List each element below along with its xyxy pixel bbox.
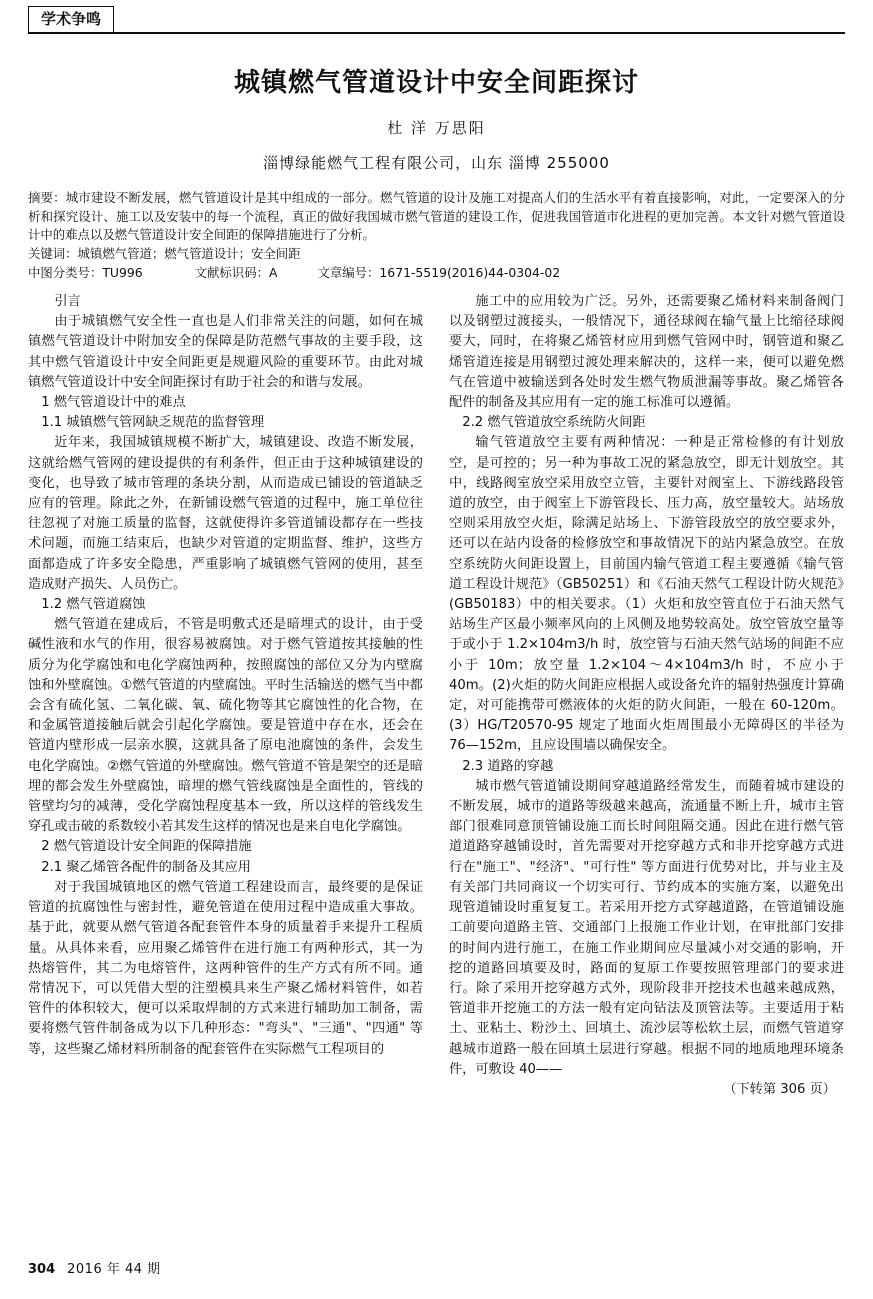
page-footer	[28, 1258, 161, 1277]
clc-label: 中图分类号：	[28, 265, 103, 280]
right-section-heading-level2: 2.3 道路的穿越	[462, 758, 554, 774]
keywords: 关键词：城镇燃气管道；燃气管道设计；安全间距	[28, 245, 301, 261]
classification-line	[28, 263, 845, 282]
right-column	[449, 292, 844, 1100]
left-section-heading-level2: 2.1 聚乙烯管各配件的制备及其应用	[41, 859, 251, 875]
right-paragraph: 施工中的应用较为广泛。另外，还需要聚乙烯材料来制备阀门以及钢塑过渡接头，一般情况下，通径球阀在输气量上比缩径球阀要大，同时，在将聚乙烯管材应用到燃气管网中时，钢管道和聚乙烯管道连接是用钢塑过渡处理来解决的，这样一来，便可以避免燃气在管道中被输送到各处时发生燃气物质泄漏等事故。聚乙烯管各配件的制备及其应用有一定的施工标准可以遵循。	[449, 294, 844, 411]
abstract-text: 摘要：城市建设不断发展，燃气管道设计是其中组成的一部分。燃气管道的设计及施工对提高人们的生活水平有着直接影响，对此，一定要深入的分析和探究设计、施工以及安装中的每一个流程，真正的做好我国城市燃气管道的建设工作，促进我国管道市化进程的更加完善。本文针对燃气管道设计中的难点以及燃气管道设计安全间距的保障措施进行了分析。	[28, 190, 845, 242]
article-id-value: 1671-5519(2016)44-0304-02	[379, 265, 561, 280]
footer-page-number: 304	[28, 1262, 56, 1277]
article-id-label: 文章编号：	[317, 265, 380, 280]
left-column	[28, 292, 423, 1100]
left-paragraph: 近年来，我国城镇规模不断扩大，城镇建设、改造不断发展，这就给燃气管网的建设提供的有利条件，但正由于这种城镇建设的变化，也导致了城市管理的条块分割，从而造成已铺设的管道缺乏应有的管理。除此之外，在新铺设燃气管道的过程中，施工单位往往忽视了对施工质量的监督，这就使得许多管道铺设都存在一些技术问题，而施工结束后，也缺少对管道的定期监督、维护，这些方面都造成了许多安全隐患，严重影响了城镇燃气管网的使用，甚至造成财产损失、人员伤亡。	[28, 435, 423, 592]
left-section-heading-level2: 1.2 燃气管道腐蚀	[41, 597, 146, 613]
left-paragraph: 对于我国城镇地区的燃气管道工程建设而言，最终要的是保证管道的抗腐蚀性与密封性，避免管道在使用过程中造成重大事故。基于此，就要从燃气管道各配套管件本身的质量着手来提升工程质量。从具体来看，应用聚乙烯管件在进行施工有两种形式，其一为热熔管件，其二为电熔管件，这两种管件的生产方式有所不同。通常情况下，可以凭借大型的注塑模具来生产聚乙烯材料管件，如若管件的体积较大，便可以采取焊制的方式来进行辅助加工制备，需要将燃气管件制备成为以下几种形态："弯头"、"三通"、"四通" 等等，这些聚乙烯材料所制备的配套管件在实际燃气工程项目的	[28, 879, 423, 1057]
running-head-label: 学术争鸣	[28, 6, 114, 32]
clc-value: TU996	[102, 265, 143, 280]
running-head	[28, 6, 845, 34]
footer-issue: 2016 年 44 期	[67, 1262, 161, 1277]
author-list: 杜 洋 万思阳	[387, 119, 486, 137]
affiliation: 淄博绿能燃气工程有限公司，山东 淄博 255000	[263, 154, 610, 172]
doc-code-label: 文献标识码：	[194, 265, 269, 280]
left-section-heading-level1: 2 燃气管道设计安全间距的保障措施	[41, 839, 252, 855]
left-paragraph: 由于城镇燃气安全性一直也是人们非常关注的问题，如何在城镇燃气管道设计中附加安全的保障是防范燃气事故的主要手段，这其中燃气管道设计中安全间距更是规避风险的重要环节。由此对城镇燃气管道设计中安全间距探讨有助于社会的和谐与发展。	[28, 314, 423, 390]
left-section-heading-level1: 1 燃气管道设计中的难点	[41, 395, 186, 411]
abstract-block	[28, 189, 845, 282]
left-section-heading: 引言	[54, 294, 81, 309]
right-section-heading-level2: 2.2 燃气管道放空系统防火间距	[462, 415, 646, 431]
article-page	[0, 6, 873, 1299]
right-paragraph: 输气管道放空主要有两种情况：一种是正常检修的有计划放空，是可控的；另一种为事故工况的紧急放空，即无计划放空。其中，线路阀室放空采用放空立管，主要针对阀室上、下游线路段管道的放空，由于阀室上下游管段长、压力高，放空量较大。站场放空则采用放空火炬，除满足站场上、下游管段放空的放空要求外，还可以在站内设备的检修放空和事故情况下的站内紧急放空。在放空系统防火间距设置上，目前国内输气管道工程主要遵循《输气管道工程设计规范》（GB50251）和《石油天然气工程设计防火规范》(GB50183）中的相关要求。（1）火炬和放空管直位于石油天然气站场生产区最小频率风向的上风侧及地势较高处。放空管放空量等于或小于 1.2×104m3/h 时，放空管与石油天然气站场的间距不应小于 10m；放空量 1.2×104～4×104m3/h 时，不应小于 40m。(2)火炬的防火间距应根据人或设备允许的辐射热强度计算确定，对可能携带可燃液体的火炬的防火间距，一般在 60-120m。(3）HG/T20570-95 规定了地面火炬周围最小无障碍区的半径为 76—152m，且应设围墙以确保安全。	[449, 435, 844, 754]
left-section-heading-level2: 1.1 城镇燃气管网缺乏规范的监督管理	[41, 415, 265, 431]
body-columns	[28, 292, 845, 1100]
right-paragraph: 城市燃气管道铺设期间穿越道路经常发生，而随着城市建设的不断发展，城市的道路等级越来越高，流通量不断上升，城市主管部门很难同意顶管铺设施工而长时间阻隔交通。因此在进行燃气管道道路穿越铺设时，首先需要对开挖穿越方式和非开挖穿越方式进行在"施工"、"经济"、"可行性" 等方面进行优势对比，并与业主及有关部门共同商议一个切实可行、节约成本的实施方案，以避免出现管道铺设时重复复工。若采用开挖方式穿越道路，在管道铺设施工前要向道路主管、交通部门上报施工作业计划，在审批部门安排的时间内进行施工，在施工作业期间应尽量减小对交通的影响，开挖的道路回填要及时，路面的复原工作要按照管理部门的要求进行。除了采用开挖穿越方式外，现阶段非开挖技术也越来越成熟，管道非开挖施工的方法一般有定向钻法及顶管法等。主要适用于粘土、亚粘土、粉沙土、回填土、流沙层等松软土层，而燃气管道穿越城市道路一般在回填土层进行穿越。根据不同的地质地理环境条件，可敷设 40——	[449, 778, 844, 1077]
doc-code-value: A	[268, 265, 278, 280]
left-paragraph: 燃气管道在建成后，不管是明敷式还是暗埋式的设计，由于受碱性液和水气的作用，很容易被腐蚀。对于燃气管道按其接触的性质分为化学腐蚀和电化学腐蚀两种，按照腐蚀的部位又分为内壁腐蚀和外壁腐蚀。①燃气管道的内壁腐蚀。平时生活输送的燃气当中都会含有硫化氢、二氧化碳、氧、硫化物等其它腐蚀性的化合物，在和金属管道接触后就会引起化学腐蚀。要是管道中存在水，还会在管道内壁形成一层亲水膜，这就具备了原电池腐蚀的条件，会发生电化学腐蚀。②燃气管道的外壁腐蚀。燃气管道不管是架空的还是暗埋的都会发生外壁腐蚀，暗埋的燃气管线腐蚀是全面性的，管线的管壁均匀的减薄，受化学腐蚀程度基本一致，所以这样的管线发生穿孔或击破的系数较小若其发生这样的情况也是来自电化学腐蚀。	[28, 617, 423, 835]
right-continuation-note: （下转第 306 页）	[723, 1081, 836, 1097]
page-title: 城镇燃气管道设计中安全间距探讨	[233, 68, 639, 98]
